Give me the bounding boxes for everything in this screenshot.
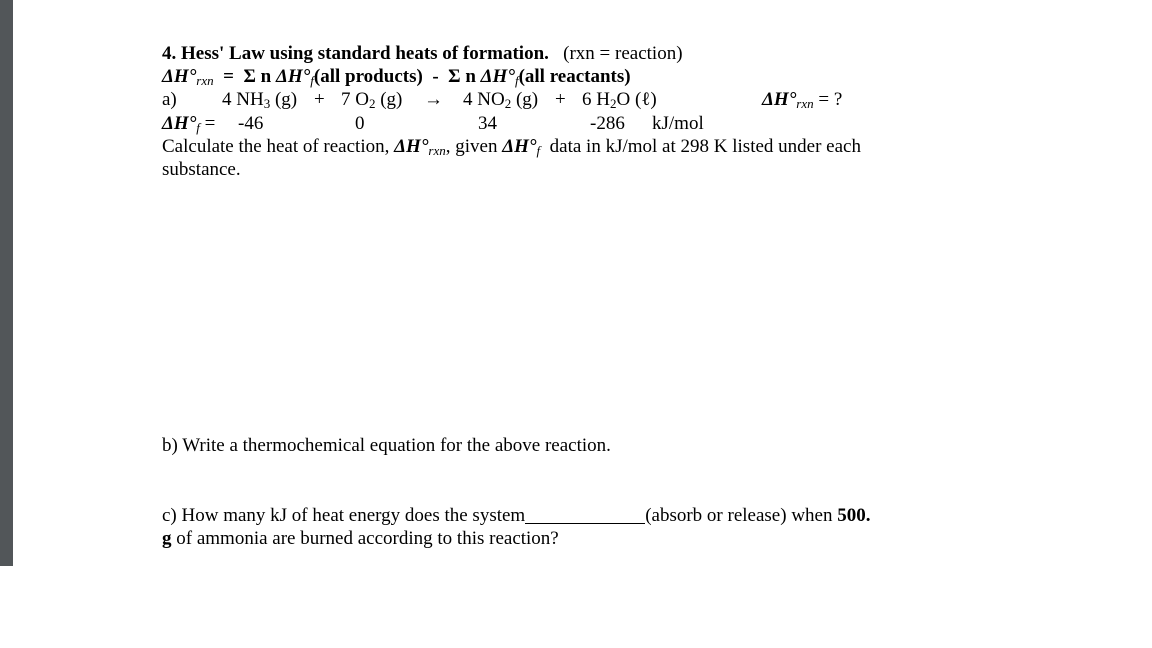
answer-blank	[525, 505, 645, 524]
dhf-h2o: -286	[590, 113, 625, 134]
dhf-unit: kJ/mol	[652, 113, 704, 134]
dhf-o2: 0	[355, 113, 365, 134]
dhf-no2: 34	[478, 113, 497, 134]
delta-h-rxn-question: $\Delta H^\circ_{rxn}$ = ?	[762, 89, 843, 111]
title-note: (rxn = reaction)	[563, 43, 683, 64]
part-c-question-line1: c) How many kJ of heat energy does the system (absorb or release) when 500.	[162, 505, 871, 526]
reaction-arrow: →	[424, 89, 443, 110]
hess-formula-line: $\Delta H^\circ_{rxn} = \Sigma$ n $\Delta H^\circ_f(all$ products) - Σ n $\Delta H^\circ_f(all$ reactants)	[162, 66, 631, 88]
viewer-left-bar	[0, 0, 13, 566]
viewer-bottom-area	[0, 566, 1152, 648]
part-b-question: b) Write a thermochemical equation for the above reaction.	[162, 435, 611, 456]
dhf-nh3: -46	[238, 113, 264, 134]
part-c-question-line2: g of ammonia are burned according to this reaction?	[162, 528, 559, 549]
question-title-line	[162, 43, 683, 65]
mass-value: 500.	[837, 505, 871, 526]
calculate-instruction: Calculate the heat of reaction, $\Delta H^\circ_{rxn}$, given $\Delta H^\circ_f$ data in kJ/mol at 298 K listed under each	[162, 136, 861, 158]
calculate-instruction-cont: substance.	[162, 159, 241, 180]
question-title: 4. Hess' Law using standard heats of formation.	[162, 43, 549, 64]
